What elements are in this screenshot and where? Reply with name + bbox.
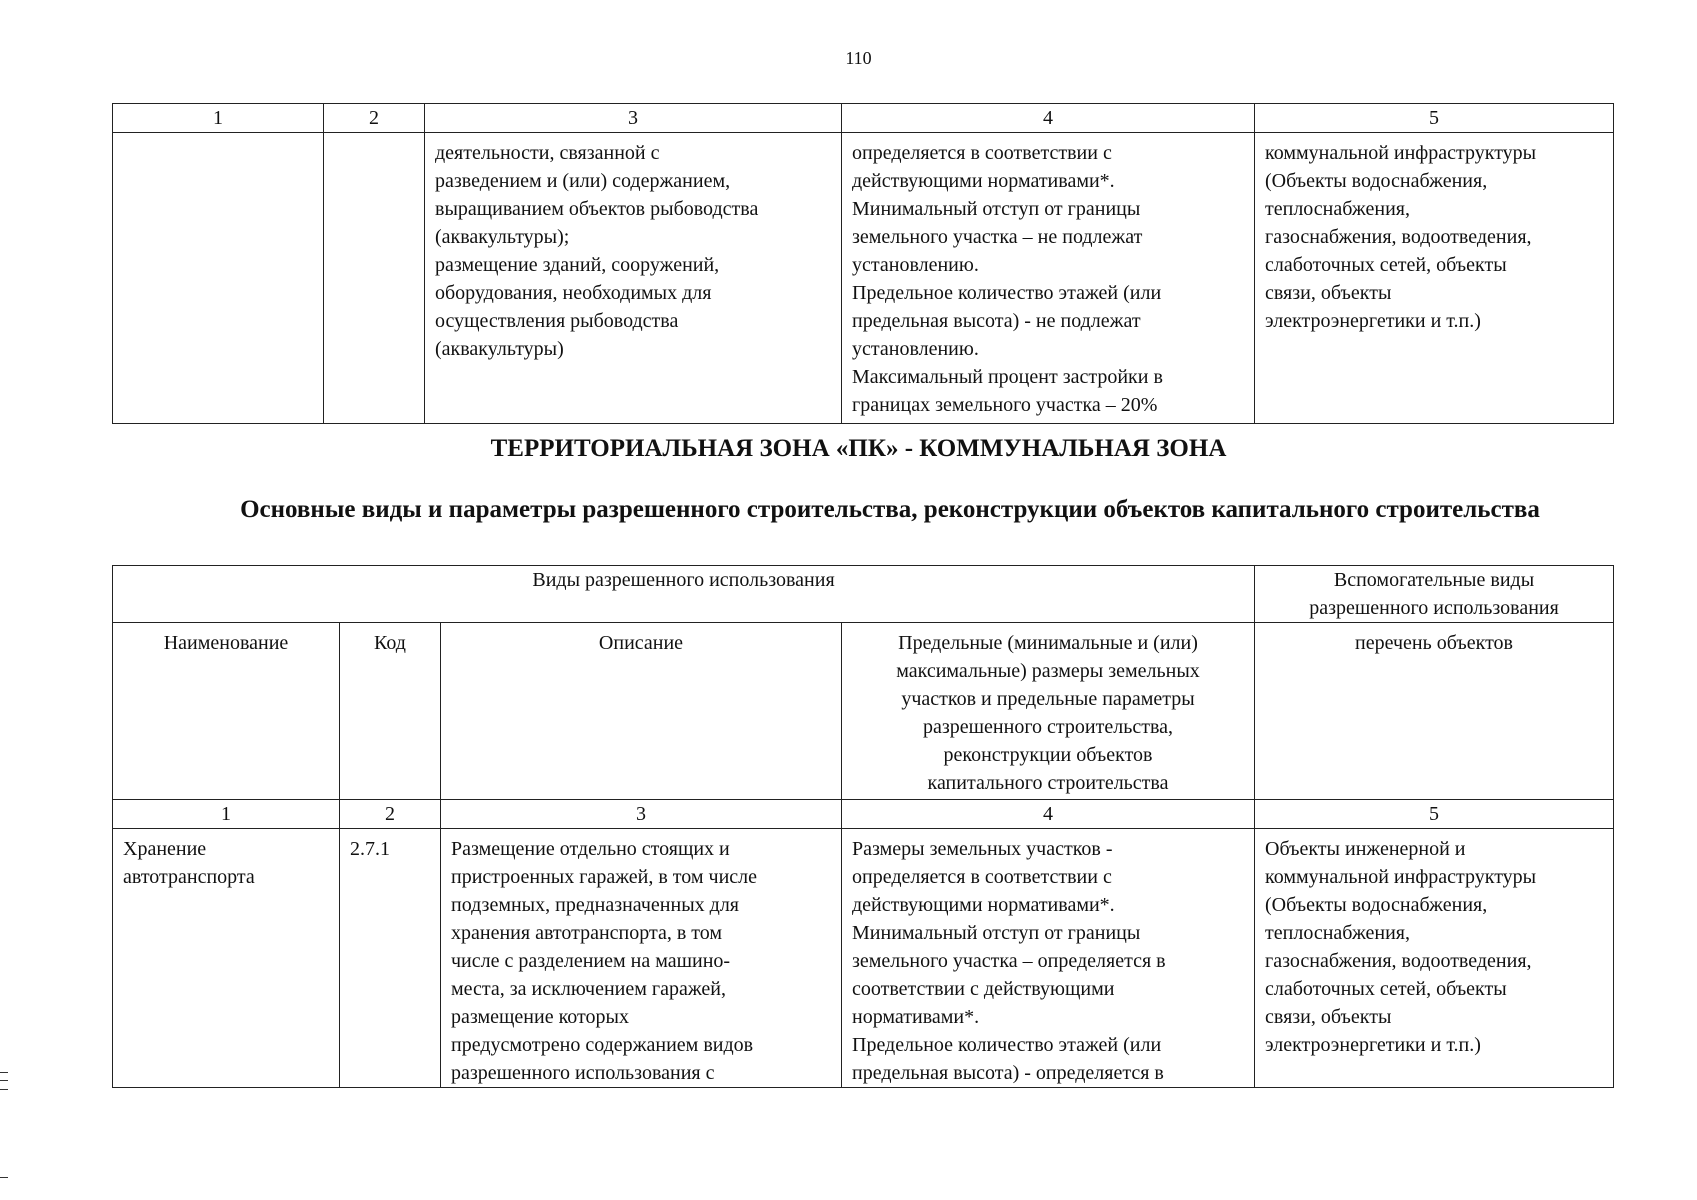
cell-name: Хранение автотранспорта <box>113 829 340 1088</box>
page-number: 110 <box>845 48 872 68</box>
continuation-table <box>112 103 1614 424</box>
section-title: Основные виды и параметры разрешенного строительства, реконструкции объектов капитального строительства <box>240 496 1540 523</box>
column-number: 2 <box>340 800 441 829</box>
cell-name <box>113 133 324 424</box>
column-number: 3 <box>441 800 842 829</box>
cell-description: деятельности, связанной с разведением и (или) содержанием, выращиванием объектов рыбоводства (аквакультуры); размещение зданий, сооружений, оборудования, необходимых для осуществления рыбоводства (аквакультуры) <box>425 133 842 424</box>
header-description: Описание <box>441 623 842 800</box>
group-header-row <box>113 566 1614 623</box>
column-number: 5 <box>1255 800 1614 829</box>
column-number: 4 <box>842 104 1255 133</box>
cell-code: 2.7.1 <box>340 829 441 1088</box>
column-number: 5 <box>1255 104 1614 133</box>
cell-code <box>324 133 425 424</box>
cell-parameters: Размеры земельных участков - определяется в соответствии с действующими нормативами*. Минимальный отступ от границы земельного участка – определяется в соответствии с действующими нормативами*. Предельное количество этажей (или предельная высота) - определяется в <box>842 829 1255 1088</box>
header-parameters: Предельные (минимальные и (или) максимальные) размеры земельных участков и предельные параметры разрешенного строительства, реконструкции объектов капитального строительства <box>842 623 1255 800</box>
column-header-row <box>113 623 1614 800</box>
column-number: 1 <box>113 104 324 133</box>
cell-description: Размещение отдельно стоящих и пристроенных гаражей, в том числе подземных, предназначенных для хранения автотранспорта, в том числе с разделением на машино- места, за исключением гаражей, размещение которых предусмотрено содержанием видов разрешенного использования с <box>441 829 842 1088</box>
column-number: 2 <box>324 104 425 133</box>
group-header-auxiliary: Вспомогательные виды разрешенного использования <box>1255 566 1614 623</box>
table-row <box>113 133 1614 424</box>
cell-auxiliary: Объекты инженерной и коммунальной инфраструктуры (Объекты водоснабжения, теплоснабжения, газоснабжения, водоотведения, слаботочных сетей, объекты связи, объекты электроэнергетики и т.п.) <box>1255 829 1614 1088</box>
header-auxiliary: перечень объектов <box>1255 623 1614 800</box>
column-number: 1 <box>113 800 340 829</box>
permitted-use-table <box>112 565 1614 1088</box>
column-number-row <box>113 800 1614 829</box>
zone-title: ТЕРРИТОРИАЛЬНАЯ ЗОНА «ПК» - КОММУНАЛЬНАЯ ЗОНА <box>490 435 1227 462</box>
group-header-permitted-use: Виды разрешенного использования <box>113 566 1255 623</box>
column-number: 3 <box>425 104 842 133</box>
binding-mark <box>0 1072 8 1090</box>
column-number-row <box>113 104 1614 133</box>
cell-auxiliary: коммунальной инфраструктуры (Объекты водоснабжения, теплоснабжения, газоснабжения, водоотведения, слаботочных сетей, объекты связи, объекты электроэнергетики и т.п.) <box>1255 133 1614 424</box>
table-row <box>113 829 1614 1088</box>
column-number: 4 <box>842 800 1255 829</box>
header-name: Наименование <box>113 623 340 800</box>
header-code: Код <box>340 623 441 800</box>
binding-dash <box>0 1177 8 1178</box>
cell-parameters: определяется в соответствии с действующими нормативами*. Минимальный отступ от границы земельного участка – не подлежат установлению. Предельное количество этажей (или предельная высота) - не подлежат установлению. Максимальный процент застройки в границах земельного участка – 20% <box>842 133 1255 424</box>
